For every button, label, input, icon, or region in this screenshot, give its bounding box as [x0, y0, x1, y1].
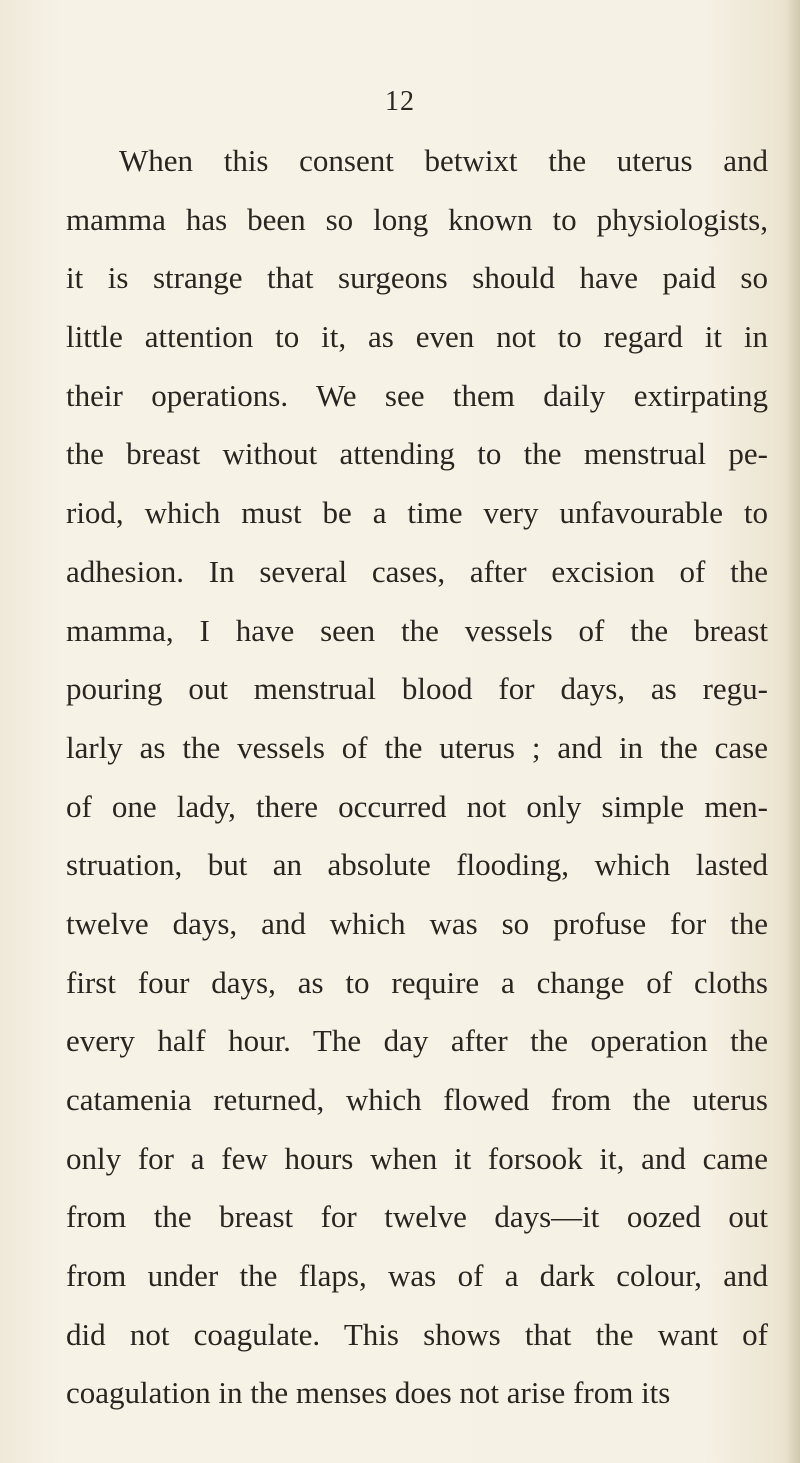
text-line: every half hour. The day after the operation the [66, 1023, 768, 1059]
text-line: from the breast for twelve days—it oozed out [66, 1199, 768, 1235]
text-line: adhesion. In several cases, after excision of the [66, 553, 768, 589]
page-number: 12 [385, 86, 415, 117]
text-line: little attention to it, as even not to regard it in [66, 319, 768, 355]
text-line: mamma has been so long known to physiologists, [66, 201, 768, 237]
text-line: larly as the vessels of the uterus ; and in the case [66, 729, 768, 765]
text-line: When this consent betwixt the uterus and [119, 143, 768, 178]
text-line: did not coagulate. This shows that the want of [66, 1316, 768, 1352]
text-line: their operations. We see them daily extirpating [66, 377, 768, 413]
text-line: from under the flaps, was of a dark colour, and [66, 1258, 768, 1294]
text-line: catamenia returned, which flowed from the uterus [66, 1082, 768, 1117]
text-line: pouring out menstrual blood for days, as regu- [66, 671, 768, 707]
text-line: first four days, as to require a change of cloths [66, 964, 768, 1000]
text-line: it is strange that surgeons should have paid so [66, 260, 768, 296]
text-line: riod, which must be a time very unfavourable to [66, 495, 768, 531]
text-line: only for a few hours when it forsook it, and came [66, 1140, 768, 1176]
text-line: twelve days, and which was so profuse for the [66, 905, 768, 941]
text-line: coagulation in the menses does not arise from its [66, 1375, 671, 1411]
text-line: the breast without attending to the menstrual pe- [66, 436, 768, 472]
text-line: mamma, I have seen the vessels of the breast [66, 612, 768, 648]
body-paragraph [66, 132, 768, 1423]
text-line: of one lady, there occurred not only simple men- [66, 788, 768, 824]
text-line: struation, but an absolute flooding, which lasted [66, 847, 768, 883]
page-edge-shadow [786, 0, 800, 1463]
